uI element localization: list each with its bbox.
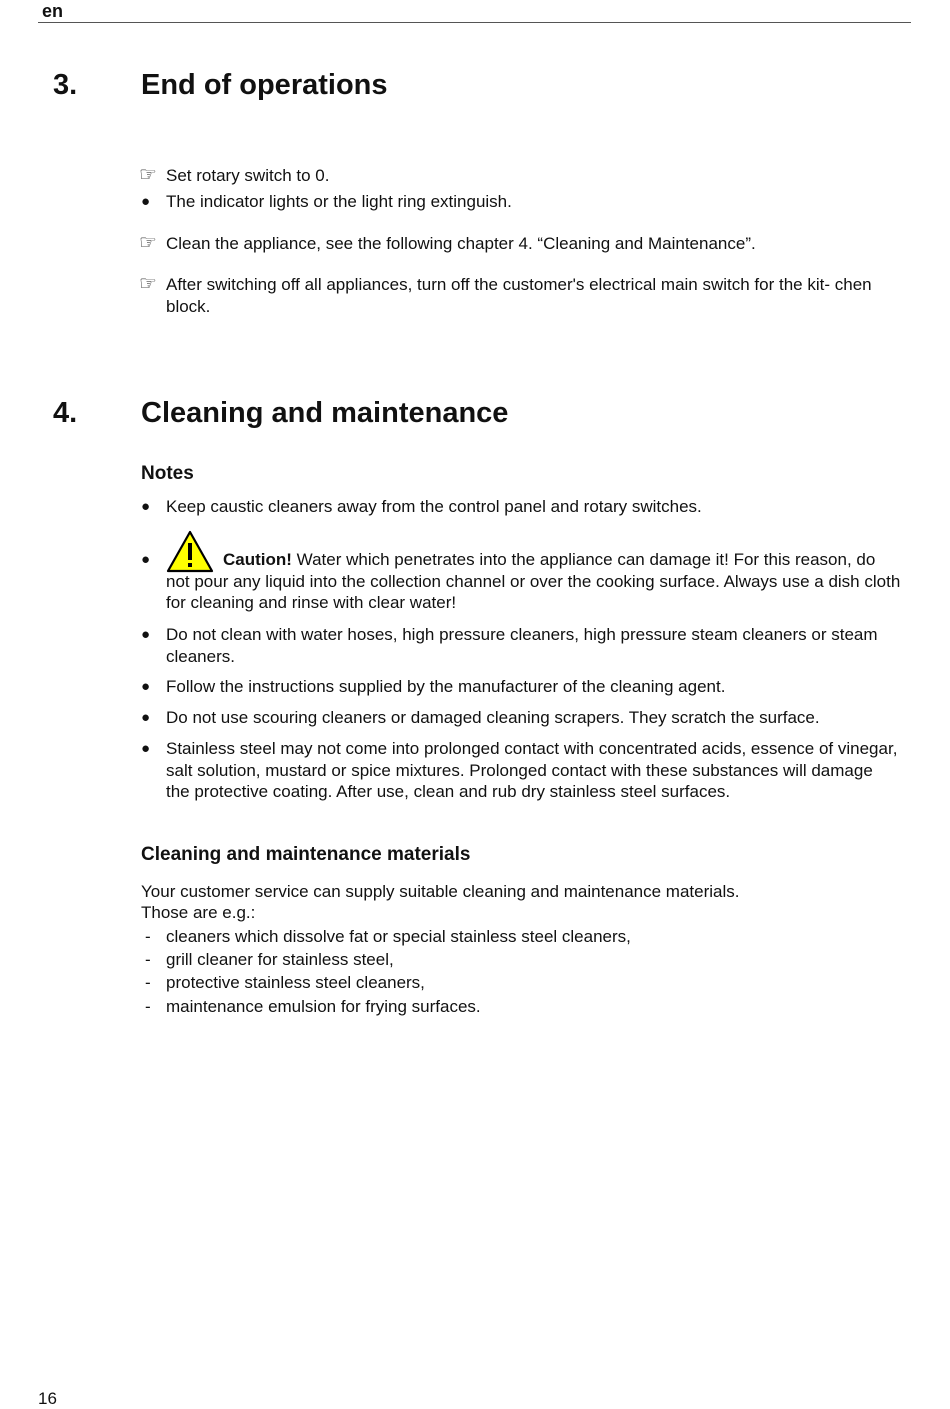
material-item: maintenance emulsion for frying surfaces. [166, 997, 481, 1016]
material-item: grill cleaner for stainless steel, [166, 950, 394, 969]
list-dash: - [145, 973, 151, 992]
bullet-dot-icon: ● [141, 551, 151, 568]
step-item: Clean the appliance, see the following chapter 4. “Cleaning and Maintenance”. [166, 234, 756, 253]
list-dash: - [145, 997, 151, 1016]
bullet-dot-icon: ● [141, 709, 151, 726]
materials-intro: Your customer service can supply suitable cleaning and maintenance materials. [141, 882, 740, 901]
materials-intro-eg: Those are e.g.: [141, 903, 256, 922]
list-dash: - [145, 927, 151, 946]
pointing-hand-icon: ☞ [139, 164, 157, 186]
caution-text: Water which penetrates into the appliance can damage it! For this reason, do not pour any liquid into the collection channel or over the cooking surface. Always use a dish cloth for cleaning and rinse with clear water! [166, 550, 901, 612]
section-title: End of operations [141, 69, 388, 101]
materials-heading: Cleaning and maintenance materials [141, 844, 471, 865]
section-number: 4. [53, 397, 78, 429]
note-item: Keep caustic cleaners away from the control panel and rotary switches. [166, 497, 702, 516]
notes-heading: Notes [141, 463, 194, 484]
step-result: The indicator lights or the light ring extinguish. [166, 192, 512, 211]
bullet-dot-icon: ● [141, 678, 151, 695]
caution-label: Caution! [223, 550, 292, 569]
bullet-dot-icon: ● [141, 498, 151, 515]
note-item: Follow the instructions supplied by the manufacturer of the cleaning agent. [166, 677, 726, 696]
note-item: Do not clean with water hoses, high pressure cleaners, high pressure steam cleaners or steam cleaners. [166, 625, 878, 666]
step-item: After switching off all appliances, turn off the customer's electrical main switch for the kit- chen block. [166, 275, 872, 316]
list-dash: - [145, 950, 151, 969]
material-item: cleaners which dissolve fat or special stainless steel cleaners, [166, 927, 631, 946]
pointing-hand-icon: ☞ [139, 273, 157, 295]
language-code: en [42, 1, 64, 21]
caution-note [166, 549, 901, 614]
bullet-dot-icon: ● [141, 193, 151, 210]
note-item: Stainless steel may not come into prolonged contact with concentrated acids, essence of vinegar, salt solution, mustard or spice mixtures. Prolonged contact with these substances will damage the protective coating. After use, clean and rub dry stainless steel surfaces. [166, 739, 898, 801]
pointing-hand-icon: ☞ [139, 232, 157, 254]
section-title: Cleaning and maintenance [141, 397, 509, 429]
page-number: 16 [38, 1389, 57, 1408]
step-item: Set rotary switch to 0. [166, 166, 330, 185]
header-divider [38, 22, 911, 23]
material-item: protective stainless steel cleaners, [166, 973, 425, 992]
section-number: 3. [53, 69, 78, 101]
note-item: Do not use scouring cleaners or damaged cleaning scrapers. They scratch the surface. [166, 708, 820, 727]
bullet-dot-icon: ● [141, 740, 151, 757]
bullet-dot-icon: ● [141, 626, 151, 643]
